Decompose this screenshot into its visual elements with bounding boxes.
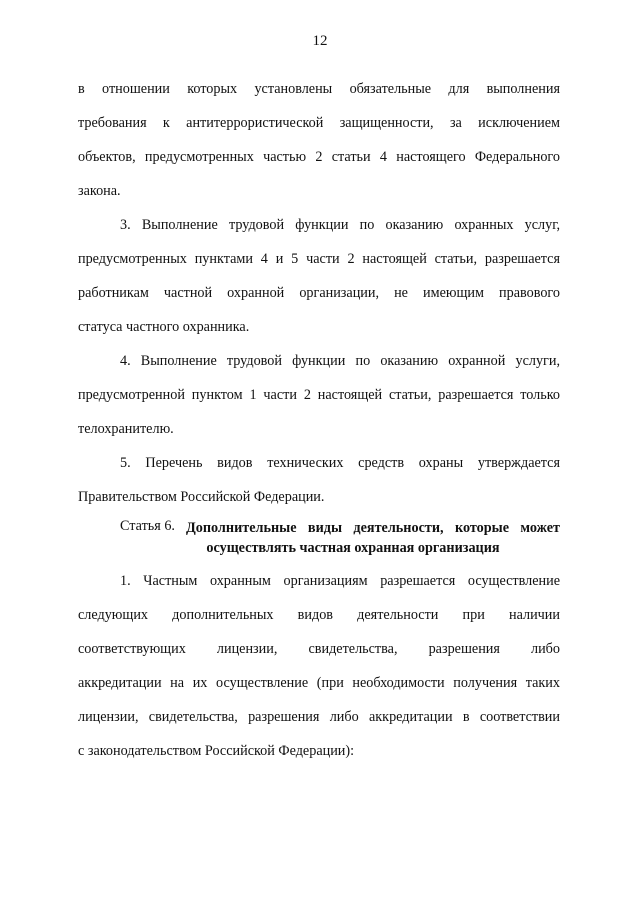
text-line: предусмотренной пунктом 1 части 2 настоящей статьи, разрешается только <box>78 387 560 403</box>
text-line: соответствующих лицензии, свидетельства, разрешения либо <box>78 641 560 657</box>
text-line: требования к антитеррористической защищенности, за исключением <box>78 115 560 131</box>
page-number: 12 <box>312 33 328 49</box>
text-line: Правительством Российской Федерации. <box>78 489 325 505</box>
text-line: лицензии, свидетельства, разрешения либо аккредитации в соответствии <box>78 709 560 725</box>
text-line: работникам частной охранной организации, не имеющим правового <box>78 285 560 301</box>
article-title-line: осуществлять частная охранная организация <box>206 540 500 556</box>
text-line: 4. Выполнение трудовой функции по оказанию охранной услуги, <box>120 353 560 369</box>
document-body <box>78 72 560 768</box>
article-title-line: Дополнительные виды деятельности, которые может <box>186 520 560 536</box>
paragraph-item-4 <box>78 344 560 446</box>
article-heading <box>78 518 560 558</box>
text-line: телохранителю. <box>78 421 174 437</box>
text-line: объектов, предусмотренных частью 2 статьи 4 настоящего Федерального <box>78 149 560 165</box>
text-line: 1. Частным охранным организациям разрешается осуществление <box>120 573 560 589</box>
text-line: 3. Выполнение трудовой функции по оказанию охранных услуг, <box>120 217 560 233</box>
text-line: аккредитации на их осуществление (при необходимости получения таких <box>78 675 560 691</box>
paragraph-continuation <box>78 72 560 208</box>
paragraph-item-5 <box>78 446 560 514</box>
text-line: следующих дополнительных видов деятельности при наличии <box>78 607 560 623</box>
article-title <box>186 518 560 558</box>
paragraph-item-3 <box>78 208 560 344</box>
text-line: 5. Перечень видов технических средств охраны утверждается <box>120 455 560 471</box>
article-paragraph-1 <box>78 564 560 768</box>
text-line: в отношении которых установлены обязательные для выполнения <box>78 81 560 97</box>
text-line: закона. <box>78 183 121 199</box>
article-label: Статья 6. <box>120 518 175 534</box>
text-line: предусмотренных пунктами 4 и 5 части 2 настоящей статьи, разрешается <box>78 251 560 267</box>
text-line: с законодательством Российской Федерации): <box>78 743 355 759</box>
text-line: статуса частного охранника. <box>78 319 250 335</box>
